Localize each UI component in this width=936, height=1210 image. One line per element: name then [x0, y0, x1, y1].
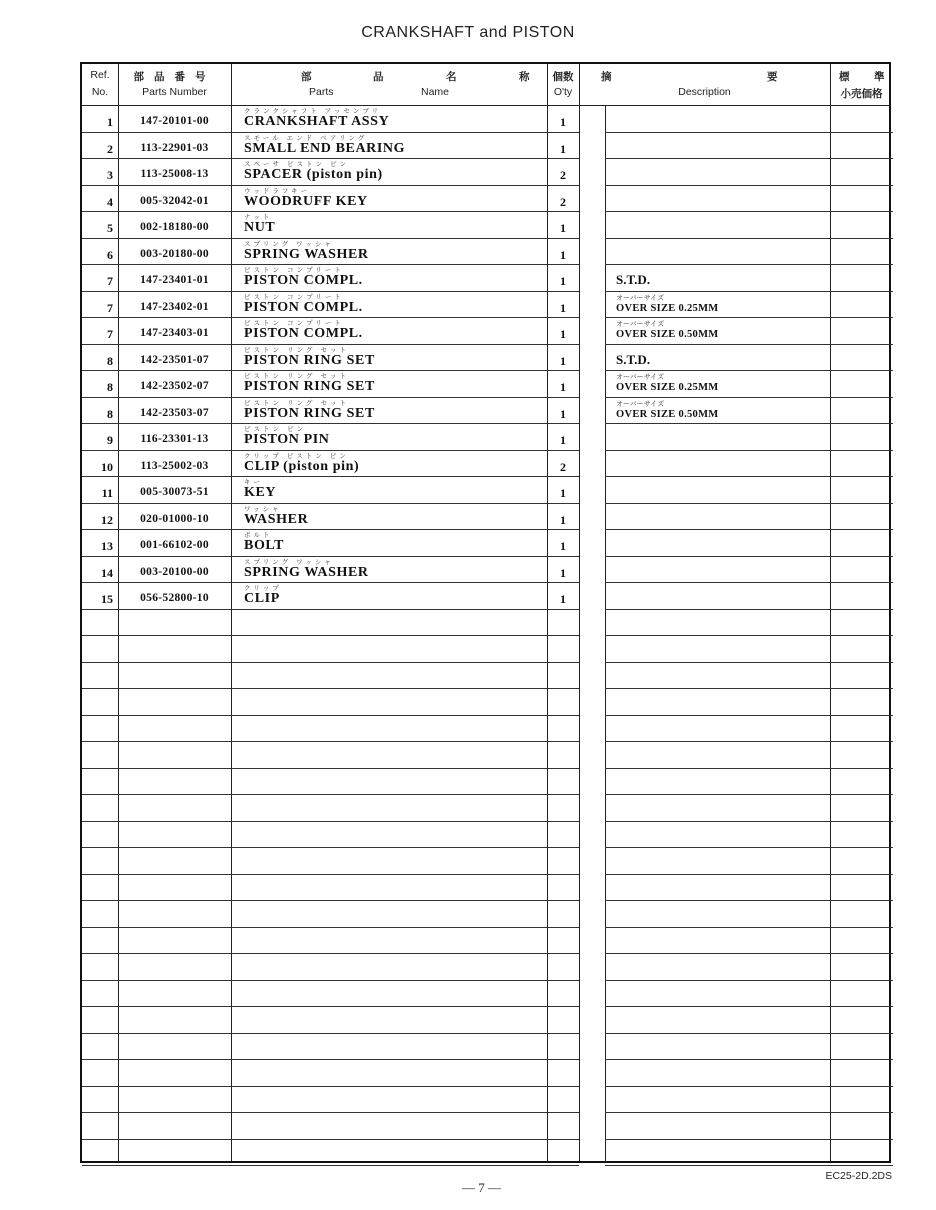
part-name — [231, 239, 547, 266]
table-row — [82, 371, 889, 398]
ref-no: 9 — [107, 433, 113, 447]
description-kana: オーバーサイズ — [616, 320, 665, 328]
part-name — [231, 265, 547, 292]
part-number: 056-52800-10 — [140, 592, 209, 604]
part-name-en: SPRING WASHER — [244, 564, 369, 580]
ref-no: 8 — [107, 380, 113, 394]
table-row — [82, 1087, 889, 1114]
header-jp-char: 準 — [874, 71, 885, 83]
description — [605, 265, 830, 292]
table-row — [82, 557, 889, 584]
description-text: OVER SIZE 0.50MM — [616, 408, 719, 420]
part-name-kana: スプリング ワッシャ — [244, 557, 334, 566]
part-name — [231, 451, 547, 478]
header-jp-char: 名 — [446, 71, 457, 83]
header-jp-char: 摘 — [601, 71, 612, 83]
part-name-kana: ピストン コンプリート — [244, 292, 344, 301]
part-name-kana: クランクシャフト アッセンブリ — [244, 107, 382, 115]
quantity: 1 — [560, 353, 566, 368]
ref-no: 10 — [101, 459, 113, 474]
part-name — [231, 398, 547, 425]
ref-no: 12 — [101, 512, 113, 527]
part-name-en: SPACER (piston pin) — [244, 167, 383, 182]
description-kana: オーバーサイズ — [616, 399, 665, 408]
part-name-en: PISTON COMPL. — [244, 273, 363, 288]
part-name-kana: ワッシャ — [244, 504, 282, 513]
part-name — [231, 106, 547, 133]
quantity: 1 — [560, 380, 566, 394]
table-row — [82, 663, 889, 690]
ref-no: 3 — [107, 168, 113, 182]
part-name — [231, 424, 547, 451]
part-number: 147-23403-01 — [140, 327, 209, 339]
table-row — [82, 186, 889, 213]
quantity: 1 — [560, 565, 566, 580]
header-qty — [547, 64, 579, 104]
part-name-kana: ピストン リング セット — [244, 372, 350, 380]
part-name-en: PISTON COMPL. — [244, 326, 363, 341]
parts-table — [80, 62, 891, 1163]
description-text: OVER SIZE 0.25MM — [616, 382, 719, 393]
part-number: 142-23502-07 — [140, 380, 209, 392]
part-name — [231, 477, 547, 504]
part-name-en: PISTON COMPL. — [244, 299, 363, 315]
part-name-kana: ボルト — [244, 531, 273, 539]
table-row — [82, 1060, 889, 1087]
ref-no: 7 — [107, 274, 113, 288]
quantity: 1 — [560, 221, 566, 235]
description — [605, 345, 830, 372]
header-description — [579, 64, 830, 104]
ref-no: 7 — [107, 300, 113, 315]
part-name — [231, 371, 547, 398]
model-code: EC25-2D.2DS — [825, 1170, 892, 1182]
ref-no: 1 — [107, 115, 113, 129]
description — [605, 557, 830, 584]
description — [605, 504, 830, 531]
table-row — [82, 716, 889, 743]
table-row — [82, 504, 889, 531]
description — [605, 424, 830, 451]
part-name-en: SPRING WASHER — [244, 246, 369, 262]
quantity: 1 — [560, 274, 566, 288]
description-kana: オーバーサイズ — [616, 293, 665, 302]
table-row — [82, 610, 889, 637]
part-name-kana: ピストン コンプリート — [244, 319, 344, 327]
ref-no: 8 — [107, 353, 113, 368]
row-divider — [82, 1165, 579, 1166]
part-name-kana: クリップ — [244, 584, 282, 592]
quantity: 1 — [560, 433, 566, 447]
header-jp-char: 称 — [519, 71, 530, 83]
header-parts-number — [118, 64, 231, 104]
header-jp-char: 部 — [301, 71, 312, 83]
part-name — [231, 159, 547, 186]
quantity: 2 — [560, 168, 566, 182]
ref-no: 5 — [107, 221, 113, 235]
part-name — [231, 504, 547, 531]
part-name-kana: ウッドラフキー — [244, 186, 311, 195]
part-number: 147-20101-00 — [140, 115, 209, 127]
table-row — [82, 981, 889, 1008]
part-name-en: CLIP — [244, 591, 280, 606]
description — [605, 106, 830, 133]
table-row — [82, 398, 889, 425]
part-name-en: BOLT — [244, 538, 285, 553]
header-no-label: No. — [91, 86, 109, 98]
part-number: 142-23501-07 — [140, 353, 209, 366]
table-row — [82, 954, 889, 981]
ref-no: 6 — [107, 247, 113, 262]
quantity: 1 — [560, 300, 566, 315]
table-row — [82, 212, 889, 239]
quantity: 1 — [560, 486, 566, 500]
part-name-en: WOODRUFF KEY — [244, 193, 368, 209]
part-name-kana: クリップ ピストン ピン — [244, 451, 349, 460]
quantity: 2 — [560, 194, 566, 209]
description — [605, 398, 830, 425]
quantity: 1 — [560, 512, 566, 527]
table-row — [82, 928, 889, 955]
header-parts-number-en: Parts Number — [142, 86, 207, 98]
part-name-en: CLIP (piston pin) — [244, 458, 360, 474]
part-name — [231, 583, 547, 610]
description — [605, 530, 830, 557]
table-header — [82, 64, 889, 106]
header-jp-char: 要 — [767, 71, 778, 83]
page-number: — 7 — — [462, 1180, 501, 1195]
part-number: 003-20180-00 — [140, 247, 209, 260]
part-name-kana: ピストン コンプリート — [244, 266, 344, 274]
part-name — [231, 345, 547, 372]
header-ref-label: Ref. — [90, 69, 110, 81]
part-number: 142-23503-07 — [140, 406, 209, 419]
table-row — [82, 689, 889, 716]
part-name-kana: スプリング ワッシャ — [244, 239, 334, 248]
part-name-kana: ピストン ピン — [244, 425, 307, 433]
quantity: 1 — [560, 141, 566, 156]
part-number: 003-20100-00 — [140, 565, 209, 578]
table-row — [82, 822, 889, 849]
table-body — [82, 106, 889, 1161]
table-row — [82, 477, 889, 504]
part-name-kana: ナット — [244, 213, 273, 221]
description — [605, 371, 830, 398]
table-row — [82, 530, 889, 557]
table-row — [82, 901, 889, 928]
table-row — [82, 1007, 889, 1034]
part-name — [231, 212, 547, 239]
description — [605, 477, 830, 504]
part-number: 001-66102-00 — [140, 539, 209, 551]
ref-no: 7 — [107, 327, 113, 341]
table-row — [82, 265, 889, 292]
table-row — [82, 1113, 889, 1140]
quantity: 1 — [560, 406, 566, 421]
part-name-en: NUT — [244, 220, 276, 235]
part-name-kana: スペーサ ピストン ピン — [244, 160, 350, 168]
part-number: 005-30073-51 — [140, 486, 209, 498]
description — [605, 133, 830, 160]
description-text: S.T.D. — [616, 351, 651, 367]
quantity: 1 — [560, 247, 566, 262]
part-number: 113-25008-13 — [140, 168, 209, 180]
part-name-kana: ピストン リング セット — [244, 398, 350, 407]
header-qty-jp: 個数 — [552, 71, 574, 83]
part-number: 002-18180-00 — [140, 221, 209, 233]
quantity: 2 — [560, 459, 566, 474]
part-number: 005-32042-01 — [140, 194, 209, 207]
part-name — [231, 292, 547, 319]
part-name-kana: キー — [244, 478, 263, 486]
part-number: 113-25002-03 — [140, 459, 209, 472]
ref-no: 15 — [101, 592, 113, 606]
table-row — [82, 133, 889, 160]
part-number: 020-01000-10 — [140, 512, 209, 525]
part-name-en: PISTON RING SET — [244, 379, 375, 394]
description — [605, 159, 830, 186]
table-row — [82, 742, 889, 769]
description — [605, 186, 830, 213]
description — [605, 239, 830, 266]
part-name-en: PISTON PIN — [244, 432, 330, 447]
ref-no: 13 — [101, 539, 113, 553]
part-name-kana: ピストン リング セット — [244, 345, 350, 354]
part-name — [231, 530, 547, 557]
table-row — [82, 636, 889, 663]
description-text: S.T.D. — [616, 272, 651, 287]
header-price-jp2: 小売価格 — [840, 88, 883, 100]
table-row — [82, 875, 889, 902]
ref-no: 2 — [107, 141, 113, 156]
part-name — [231, 318, 547, 345]
part-name-en: SMALL END BEARING — [244, 140, 406, 156]
ref-no: 4 — [107, 194, 113, 209]
description — [605, 583, 830, 610]
part-name — [231, 557, 547, 584]
table-row — [82, 292, 889, 319]
description-text: OVER SIZE 0.50MM — [616, 329, 719, 340]
part-name — [231, 186, 547, 213]
header-parts-label: Parts — [309, 86, 334, 98]
header-jp-char: 標 — [839, 71, 850, 83]
part-number: 147-23402-01 — [140, 300, 209, 313]
part-name-kana: スモール エンド ベアリング — [244, 133, 368, 142]
header-parts-number-jp: 部品番号 — [133, 71, 216, 83]
description-text: OVER SIZE 0.25MM — [616, 302, 719, 314]
quantity: 1 — [560, 539, 566, 553]
part-number: 116-23301-13 — [140, 433, 209, 445]
header-parts-name — [231, 64, 547, 104]
part-number: 147-23401-01 — [140, 274, 209, 286]
ref-no: 8 — [107, 406, 113, 421]
part-name-en: PISTON RING SET — [244, 405, 375, 421]
ref-no: 14 — [101, 565, 113, 580]
header-ref-no — [82, 64, 118, 104]
table-row — [82, 159, 889, 186]
part-name-en: WASHER — [244, 511, 309, 527]
part-name — [231, 133, 547, 160]
table-row — [82, 106, 889, 133]
quantity: 1 — [560, 327, 566, 341]
part-name-en: PISTON RING SET — [244, 352, 375, 368]
table-row — [82, 769, 889, 796]
header-name-label: Name — [421, 86, 450, 98]
description — [605, 318, 830, 345]
ref-no: 11 — [101, 486, 113, 500]
table-row — [82, 795, 889, 822]
table-row — [82, 451, 889, 478]
table-row — [82, 848, 889, 875]
table-row — [82, 1034, 889, 1061]
table-row — [82, 239, 889, 266]
quantity: 1 — [560, 592, 566, 606]
description-kana: オーバーサイズ — [616, 373, 665, 381]
description — [605, 292, 830, 319]
row-divider — [605, 1165, 893, 1166]
header-price — [830, 64, 893, 104]
quantity: 1 — [560, 115, 566, 129]
table-row — [82, 424, 889, 451]
header-description-en: Description — [678, 86, 731, 98]
table-row — [82, 583, 889, 610]
description — [605, 451, 830, 478]
description — [605, 212, 830, 239]
page-title: CRANKSHAFT and PISTON — [361, 24, 575, 41]
part-name-en: CRANKSHAFT ASSY — [244, 114, 390, 129]
header-jp-char: 品 — [373, 71, 384, 83]
table-row — [82, 1140, 889, 1167]
table-row — [82, 318, 889, 345]
header-qty-en: O'ty — [553, 86, 573, 98]
part-number: 113-22901-03 — [140, 141, 209, 154]
table-row — [82, 345, 889, 372]
part-name-en: KEY — [244, 485, 277, 500]
